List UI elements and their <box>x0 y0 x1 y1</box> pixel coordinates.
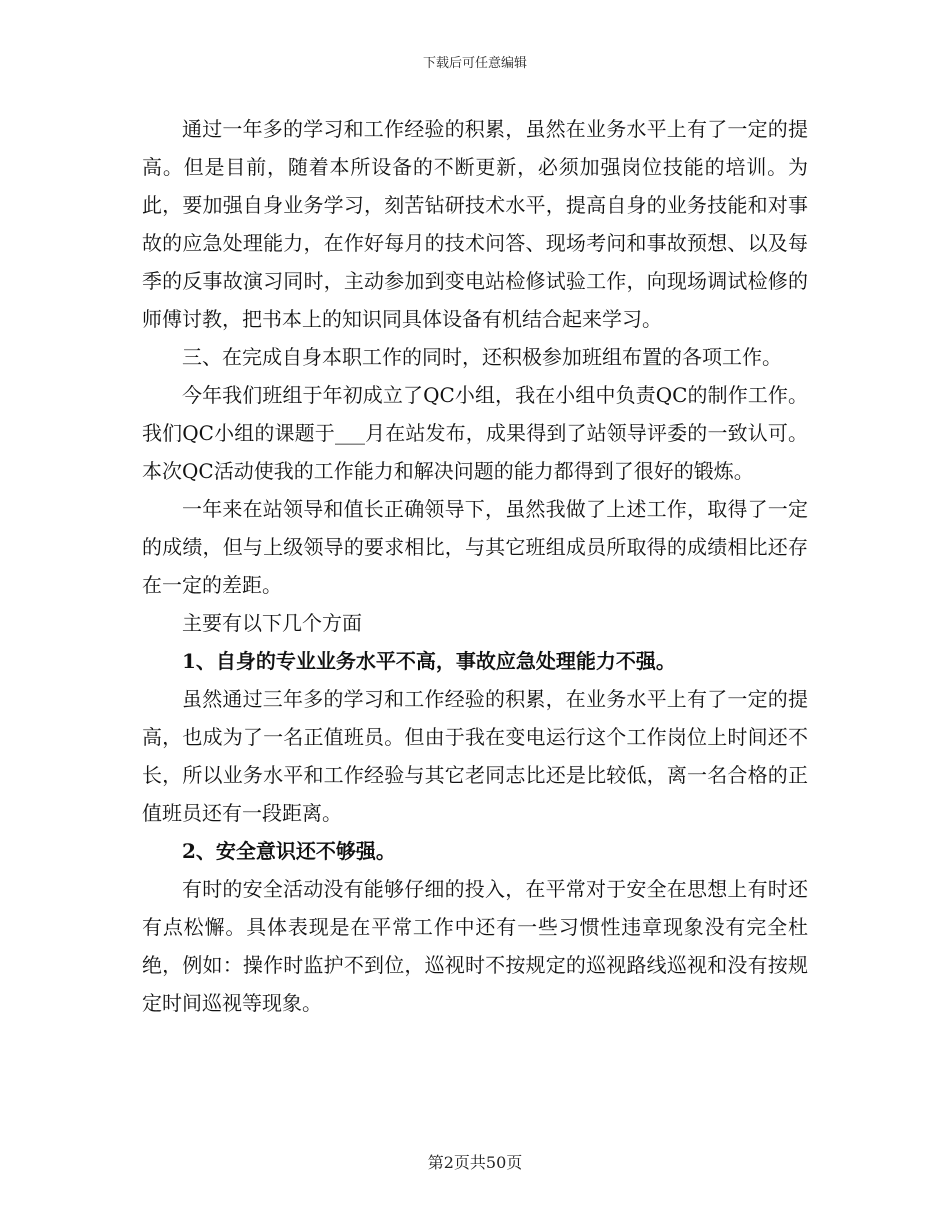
page-header: 下载后可任意编辑 <box>422 56 527 71</box>
paragraph-6: 虽然通过三年多的学习和工作经验的积累，在业务水平上有了一定的提高，也成为了一名正值班员。但由于我在变电运行这个工作岗位上时间还不长，所以业务水平和工作经验与其它老同志比还是比较低，离一名合格的正值班员还有一段距离。 <box>142 687 808 825</box>
page-footer: 第2页共50页 <box>427 1153 523 1172</box>
paragraph-2: 三、在完成自身本职工作的同时，还积极参加班组布置的各项工作。 <box>182 345 782 369</box>
section-heading-1: 1、自身的专业业务水平不高，事故应急处理能力不强。 <box>182 649 676 673</box>
paragraph-5: 主要有以下几个方面 <box>182 611 362 635</box>
paragraph-7: 有时的安全活动没有能够仔细的投入，在平常对于安全在思想上有时还有点松懈。具体表现是在平常工作中还有一些习惯性违章现象没有完全杜绝，例如：操作时监护不到位，巡视时不按规定的巡视路线巡视和没有按规定时间巡视等现象。 <box>142 877 808 1015</box>
section-heading-2: 2、安全意识还不够强。 <box>182 839 396 863</box>
paragraph-4: 一年来在站领导和值长正确领导下，虽然我做了上述工作，取得了一定的成绩，但与上级领导的要求相比，与其它班组成员所取得的成绩相比还存在一定的差距。 <box>142 497 808 597</box>
paragraph-3: 今年我们班组于年初成立了QC小组，我在小组中负责QC的制作工作。我们QC小组的课题于___月在站发布，成果得到了站领导评委的一致认可。本次QC活动使我的工作能力和解决问题的能力都得到了很好的锻炼。 <box>142 383 808 483</box>
document-body <box>142 110 808 1022</box>
paragraph-1: 通过一年多的学习和工作经验的积累，虽然在业务水平上有了一定的提高。但是目前，随着本所设备的不断更新，必须加强岗位技能的培训。为此，要加强自身业务学习，刻苦钻研技术水平，提高自身的业务技能和对事故的应急处理能力，在作好每月的技术问答、现场考问和事故预想、以及每季的反事故演习同时，主动参加到变电站检修试验工作，向现场调试检修的师傅讨教，把书本上的知识同具体设备有机结合起来学习。 <box>142 117 808 331</box>
